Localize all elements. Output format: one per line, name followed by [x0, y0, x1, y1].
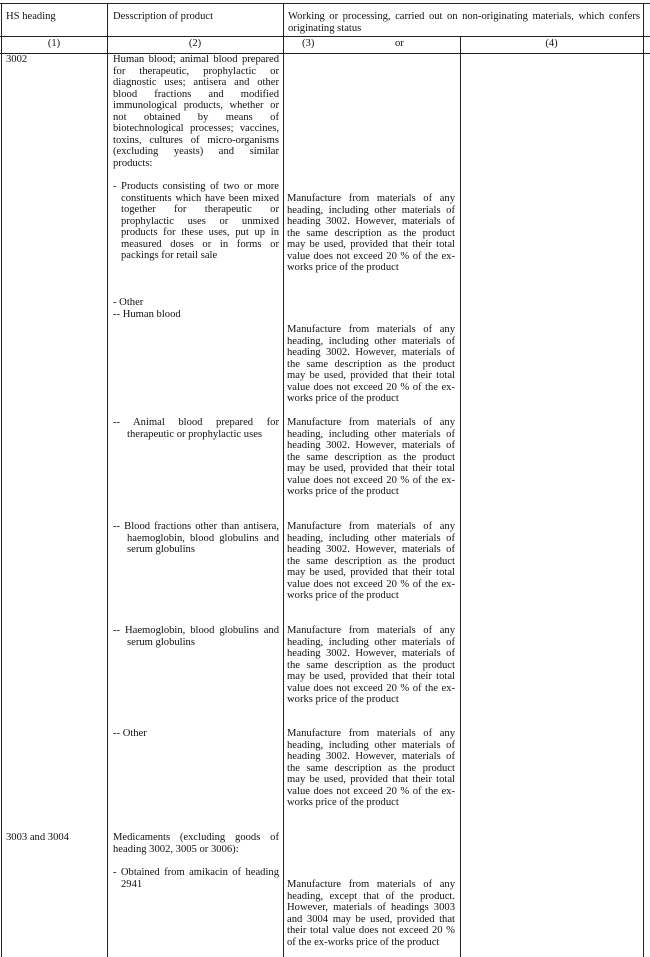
col-number-1: (1): [47, 38, 61, 49]
subrow-desc-other: - Other: [113, 297, 144, 308]
col-divider-1: [1, 3, 2, 957]
subrow-rule-other-2: [287, 728, 455, 809]
header-rule: [0, 36, 650, 37]
subrow-rule-human-blood: [287, 324, 455, 405]
col-or: or: [395, 38, 404, 49]
subrow-desc-haemoglobin: [113, 625, 279, 648]
hs-heading-3002: 3002: [6, 54, 28, 65]
subrow-desc-text: -- Human blood: [113, 309, 181, 320]
subrow-rule-animal-blood: [287, 417, 455, 498]
col-divider-2: [107, 3, 108, 957]
subrow-desc-other-2: [113, 728, 279, 740]
subrow-desc-text: -- Animal blood prepared for therapeutic or prophylactic uses: [113, 417, 279, 440]
subrow-desc-animal-blood: [113, 417, 279, 440]
col-divider-5: [643, 3, 644, 957]
subrow-desc-text: -- Haemoglobin, blood globulins and serum globulins: [113, 625, 279, 648]
header-hs-heading: HS heading: [6, 11, 56, 22]
subrow-rule-amikacin: [287, 879, 455, 948]
subrow-rule-text: Manufacture from materials of any heading, including other materials of heading 3002. However, materials of the same description as the product may be used, provided that their total value does not exceed 20 % of the ex-works price of the product: [287, 521, 455, 602]
subrow-desc-human-blood: [113, 309, 279, 321]
subrow-rule-text: Manufacture from materials of any heading, including other materials of heading 3002. However, materials of the same description as the product may be used, provided that their total value does not exceed 20 % of the ex-works price of the product: [287, 324, 455, 405]
description-3002: [113, 54, 279, 169]
table-top-border: [0, 3, 650, 4]
subrow-rule-text: Manufacture from materials of any heading, except that of the product. However, materials of headings 3003 and 3004 may be used, provided that their total value does not exceed 20 % of the ex-works price of the product: [287, 879, 455, 948]
header-description: Desscription of product: [113, 11, 214, 22]
subrow-rule-haemoglobin: [287, 625, 455, 706]
subrow-rule-text: Manufacture from materials of any heading, including other materials of heading 3002. However, materials of the same description as the product may be used, provided that their total value does not exceed 20 % of the ex-works price of the product: [287, 625, 455, 706]
number-row-rule: [0, 53, 650, 54]
subrow-rule-mixed: [287, 193, 455, 274]
subrow-rule-text: Manufacture from materials of any heading, including other materials of heading 3002. However, materials of the same description as the product may be used, provided that their total value does not exceed 20 % of the ex-works price of the product: [287, 417, 455, 498]
subrow-desc-text: - Obtained from amikacin of heading 2941: [113, 867, 279, 890]
subrow-desc-text: -- Blood fractions other than antisera, haemoglobin, blood globulins and serum globulins: [113, 521, 279, 556]
subrow-desc-blood-fractions: [113, 521, 279, 556]
header-working: Working or processing, carried out on non-originating materials, which confers originating status: [288, 11, 640, 34]
subrow-rule-text: Manufacture from materials of any heading, including other materials of heading 3002. However, materials of the same description as the product may be used, provided that their total value does not exceed 20 % of the ex-works price of the product: [287, 728, 455, 809]
subrow-desc-text: - Products consisting of two or more constituents which have been mixed together for therapeutic or prophylactic uses or unmixed products for these uses, put up in measured doses or in forms or packings for retail sale: [113, 181, 279, 262]
description-3003-3004: [113, 832, 279, 855]
description-text: Human blood; animal blood prepared for therapeutic, prophylactic or diagnostic uses; antisera and other blood fractions and modified immunological products, whether or not obtained by means of biotechnological processes; vaccines, toxins, cultures of micro-organisms (excluding yeasts) and similar products:: [113, 54, 279, 169]
col-divider-3: [283, 3, 284, 957]
col-divider-4: [460, 37, 461, 957]
subrow-desc-amikacin: [113, 867, 279, 890]
col-number-2: (2): [188, 38, 202, 49]
col-number-3: (3): [302, 38, 315, 49]
subrow-desc-mixed: [113, 181, 279, 262]
hs-heading-3003-3004: 3003 and 3004: [6, 832, 69, 843]
subrow-rule-text: Manufacture from materials of any heading, including other materials of heading 3002. However, materials of the same description as the product may be used, provided that their total value does not exceed 20 % of the ex-works price of the product: [287, 193, 455, 274]
subrow-desc-text: -- Other: [113, 728, 147, 739]
col-number-4: (4): [545, 38, 558, 49]
subrow-rule-blood-fractions: [287, 521, 455, 602]
description-text: Medicaments (excluding goods of heading 3002, 3005 or 3006):: [113, 832, 279, 855]
